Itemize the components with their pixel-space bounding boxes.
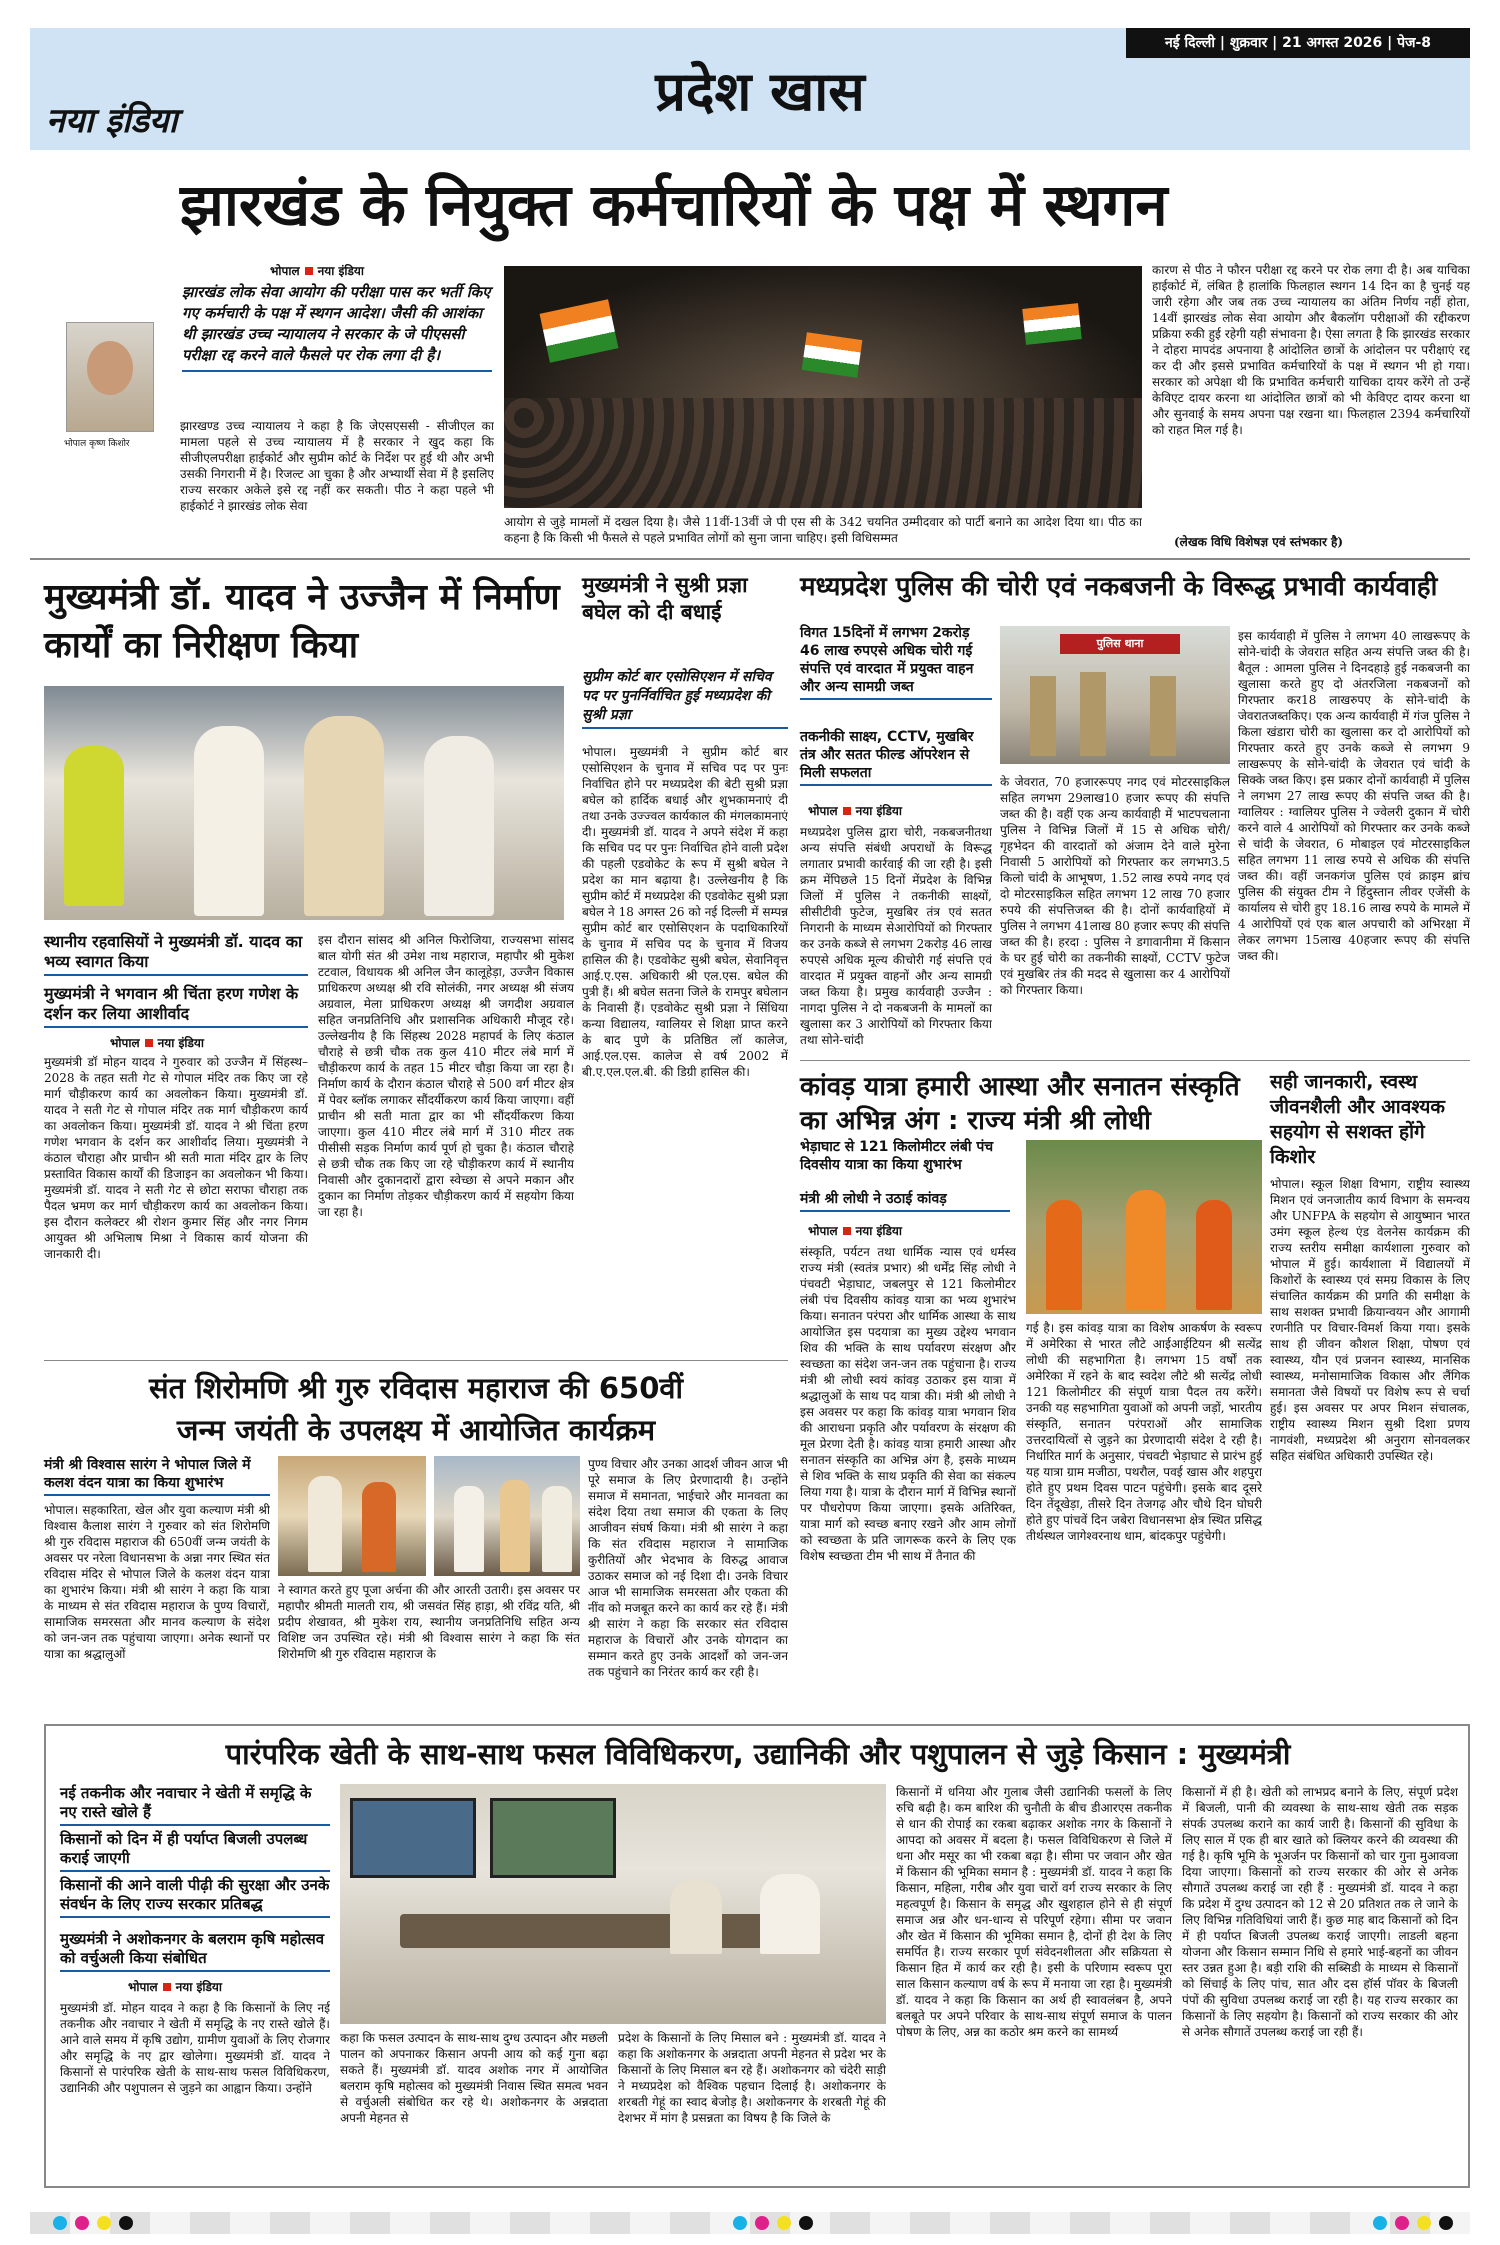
registration-strip (30, 2212, 1470, 2234)
story1-col1: झारखण्ड उच्च न्यायालय ने कहा है कि जेएसएससी - सीजीएल का मामला पहले से उच्च न्यायालय में है सरकार ने खुद कहा कि सीजीएलपरीक्षा हाईकोर्ट और सुप्रीम कोर्ट के निर्देश पर हुई थी और अभी उसकी निगरानी में है। रिजल्ट आ चुका है और अभ्यार्थी सेवा में है इसलिए राज्य सरकार अकेले इसे रद्द नहीं कर सकती। पीठ ने कहा पहले भी हाईकोर्ट ने झारखंड लोक सेवा (180, 419, 494, 513)
author-photo (66, 322, 154, 432)
story7-col2: ने स्वागत करते हुए पूजा अर्चना की और आरती उतारी। इस अवसर पर महापौर श्रीमती मालती राय, श्री जसवंत सिंह हाड़ा, श्री रविंद्र यति, श्री प्रदीप शेखावत, श्री मुकेश राय, स्थानीय जनप्रतिनिधि सहित अन्य विशिष्ट जन उपस्थित रहे। मंत्री श्री विश्वास सारंग ने कहा कि संत शिरोमणि श्री गुरु रविदास महाराज के (278, 1583, 580, 1661)
story5-sub1: भेड़ाघाट से 121 किलोमीटर लंबी पंच दिवसीय यात्रा का किया शुभारंभ (800, 1139, 994, 1173)
story8-sub1: नई तकनीक और नवाचार ने खेती में समृद्धि के नए रास्ते खोले हैं (60, 1784, 330, 1826)
story8-sub3: किसानों की आने वाली पीढ़ी की सुरक्षा और उनके संवर्धन के लिए राज्य सरकार प्रतिबद्ध (60, 1876, 330, 1918)
story8-col2: कहा कि फसल उत्पादन के साथ-साथ दुग्ध उत्पादन और मछली पालन को अपनाकर किसान अपनी आय को कई गुना बढ़ा सकते हैं। मुख्यमंत्री डॉ. यादव अशोक नगर में आयोजित बलराम कृषि महोत्सव को मुख्यमंत्री निवास स्थित समत्व भवन से वर्चुअली संबोधित कर रहे थे। अशोकनगर के अन्नदाता अपनी मेहनत से (340, 2031, 608, 2125)
registration-dot (53, 2216, 67, 2230)
registration-dot (1373, 2216, 1387, 2230)
story4-col1: मध्यप्रदेश पुलिस द्वारा चोरी, नकबजनीतथा अन्य संपत्ति संबंधी अपराधों के विरूद्ध लगातार प्रभावी कार्रवाई की जा रही है। इसी क्रम मेंपिछले 15 दिनों मेंप्रदेश के विभिन्न जिलों में पुलिस ने तकनीकी साक्ष्यों, सीसीटीवी फुटेज, मुखबिर तंत्र एवं सतत निगरानी के माध्यम सेआरोपियों को गिरफ्तार कर उनके कब्जे से लगभग 2करोड़ 46 लाख रुपएसे अधिक मूल्य कीचोरी गई संपत्ति एवं वारदात में प्रयुक्त वाहनों और अन्य सामग्री जब्त किया है। प्रमुख कार्यवाही उज्जैन : नागदा पुलिस ने दो नकबजनी के मामलों का खुलासा कर 3 आरोपियों को गिरफ्तार किया तथा सोने-चांदी (800, 825, 992, 1047)
story1-byline: भोपाल नया इंडिया (270, 264, 365, 278)
registration-dot (1395, 2216, 1409, 2230)
story4-sub1: विगत 15दिनों में लगभग 2करोड़ 46 लाख रुपएसे अधिक चोरी गई संपत्ति एवं वारदात में प्रयुक्त वाहन और अन्य सामग्री जब्त (800, 624, 992, 700)
story8-col3: प्रदेश के किसानों के लिए मिसाल बने : मुख्यमंत्री डॉ. यादव ने कहा कि अशोकनगर के अन्नदाता अपनी मेहनत से प्रदेश भर के किसानों के लिए मिसाल बन रहे हैं। अशोकनगर को चंदेरी साड़ी ने मध्यप्रदेश को वैश्विक पहचान दिलाई है। अशोकनगर के शरबती गेहूं का स्वाद बेजोड़ है। अशोकनगर के शरबती गेहूं की देशभर में मांग है प्रसन्नता का विषय है कि जिले के (618, 2031, 886, 2125)
registration-dot (733, 2216, 747, 2230)
story1-under-photo: आयोग से जुड़े मामलों में दखल दिया है। जैसे 11वीं-13वीं जे पी एस सी के 342 चयनित उम्मीदवार को पार्टी बनाने का आदेश दिया था। पीठ का कहना है कि किसी भी फैसले से पहले प्रभावित लोगों को सुना जाना चाहिए। इसी विधिसम्मत (504, 515, 1142, 545)
ravidas-photo-1 (278, 1456, 426, 1576)
story4-sub2: तकनीकी साक्ष्य, CCTV, मुखबिर तंत्र और सतत फील्ड ऑपरेशन से मिली सफलता (800, 728, 992, 786)
story8-col4: किसानों में धनिया और गुलाब जैसी उद्यानिकी फसलों के लिए रुचि बढ़ी है। कम बारिश की चुनौती के बीच डीआरएस तकनीक से धान की रोपाई का रकबा बढ़ाकर अशोक नगर के किसानों ने आपदा को अवसर में बदला है। फसल विविधिकरण से जिले में धना और मसूर का भी रकबा बढ़ा है। सीमा पर जवान और खेत में किसान की भूमिका समान है : मुख्यमंत्री डॉ. यादव ने कहा कि किसान, महिला, गरीब और युवा चारों वर्ग राज्य सरकार के लिए महत्वपूर्ण है। किसान के समृद्ध और खुशहाल होने से ही संपूर्ण समाज अन्न और धन-धान्य से परिपूर्ण रहेगा। सीमा पर जवान और खेत में किसान की भूमिका समान है, दोनों ही देश के लिए समर्पित है। राज्य सरकार पूर्ण संवेदनशीलता और सक्रियता से किसान हित में कार्य कर रही है। इसी के परिणाम स्वरूप पूरा साल किसान कल्याण वर्ष के रूप में मनाया जा रहा है। मुख्यमंत्री डॉ. यादव ने कहा कि किसान का अर्थ ही स्वावलंबन है, अपने बलबूते पर अपने परिवार के साथ-साथ संपूर्ण समाज के पालन पोषण के लिए, अन्न का कठोर श्रम करने का सामर्थ्य (896, 1785, 1172, 2039)
registration-dot (755, 2216, 769, 2230)
story7-col1: भोपाल। सहकारिता, खेल और युवा कल्याण मंत्री श्री विश्वास कैलाश सारंग ने गुरुवार को संत शिरोमणि श्री गुरु रविदास महाराज की 650वीं जन्म जयंती के अवसर पर नरेला विधानसभा के अन्ना नगर स्थित संत रविदास मंदिर से भोपाल जिले के कलश वंदन यात्रा का शुभारंभ किया। मंत्री श्री सारंग ने कहा कि यात्रा के माध्यम से संत रविदास महाराज के पुण्य विचारों, सामाजिक समरसता और मानव कल्याण के संदेश को जन-जन तक पहुंचाया जाएगा। अनेक स्थानों पर यात्रा का श्रद्धालुओं (44, 1503, 270, 1661)
story2-sub2: मुख्यमंत्री ने भगवान श्री चिंता हरण गणेश के दर्शन कर लिया आशीर्वाद (44, 984, 308, 1028)
registration-dot (777, 2216, 791, 2230)
author-caption: भोपाल कृष्ण किशोर (64, 439, 130, 449)
story2-headline: मुख्यमंत्री डॉ. यादव ने उज्जैन में निर्माण कार्यों का निरीक्षण किया (44, 577, 560, 666)
police-photo (1000, 626, 1230, 764)
story1-intro: झारखंड लोक सेवा आयोग की परीक्षा पास कर भर्ती किए गए कर्मचारी के पक्ष में स्थगन आदेश। जैसी की आशंका थी झारखंड उच्च न्यायालय ने सरकार के जे पीएससी परीक्षा रद्द करने वाले फैसले पर रोक लगा दी है। (182, 282, 492, 372)
story5-col2: गई है। इस कांवड़ यात्रा का विशेष आकर्षण के स्वरूप में अमेरिका से भारत लौटे आईआईटियन श्री सत्येंद्र लोधी की सहभागिता है। लगभग 15 वर्षों तक अमेरिका में रहने के बाद स्वदेश लौटे श्री सत्येंद्र लोधी 121 किलोमीटर की संपूर्ण यात्रा पैदल तय करेंगे। उनकी यह सहभागिता युवाओं को अपनी जड़ों, भारतीय संस्कृति, सनातन परंपराओं और सामाजिक उत्तरदायित्वों से जुड़ने का प्रेरणादायी संदेश दे रही है। निर्धारित मार्ग के अनुसार, पंचवटी भेड़ाघाट से प्रारंभ हुई यह यात्रा ग्राम मजीठा, पथरौल, पवई खास और शहपुरा होते हुए प्रथम दिवस पाटन पहुंचेगी। इसके बाद दूसरे दिन तेंदूखेड़ा, तीसरे दिन तेजगढ़ और चौथे दिन घोघरी होते हुए पांचवें दिन जबेरा विधानसभा क्षेत्र स्थित प्रसिद्ध तीर्थस्थल जागेश्वरनाथ धाम, बांदकपुर पहुंचेगी। (1026, 1321, 1262, 1543)
story1-col3: कारण से पीठ ने फौरन परीक्षा रद्द करने पर रोक लगा दी है। अब याचिका हाईकोर्ट में, लंबित है हालांकि फिलहाल स्थगन 14 दिन का है चुनई यह जारी रहेगा और जब तक उच्च न्यायालय का अंतिम निर्णय नहीं होता, 14वीं झारखंड लोक सेवा आयोग और बैकलॉग परीक्षाओं की रद्दीकरण प्रक्रिया रुकी हुई रहेगी यही संभावना है। ऐसा लगता है कि झारखंड सरकार ने दोहरा मापदंड अपनाया है आंदोलित छात्रों के आंदोलन पर परीक्षाएं रद्द कर दी और इससे प्रभावित कर्मचारियों के पक्ष में स्थगन भी हो गया। सरकार को अपेक्षा थी कि प्रभावित कर्मचारी याचिका दायर करेंगे तो उन्हें केविएट दायर करना था आंदोलित छात्रों को भी केविएट दायर करना था और सुनवाई के समय अपना पक्ष रखना था। फिलहाल 2394 कर्मचारियों को राहत मिल गई है। (1152, 263, 1470, 437)
story6-headline: सही जानकारी, स्वस्थ जीवनशैली और आवश्यक सहयोग से सशक्त होंगे किशोर (1270, 1071, 1445, 1168)
story6-body: भोपाल। स्कूल शिक्षा विभाग, राष्ट्रीय स्वास्थ्य मिशन एवं जनजातीय कार्य विभाग के समन्वय और UNFPA के सहयोग से आयुष्मान भारत उमंग स्कूल हेल्थ एंड वेलनेस कार्यक्रम की राज्य स्तरीय समीक्षा कार्यशाला गुरुवार को भोपाल में हुई। कार्यशाला में विद्यालयों में किशोरों के स्वास्थ्य एवं समग्र विकास के लिए संचालित कार्यक्रम की प्रगति की समीक्षा के साथ सशक्त प्रभावी क्रियान्वयन और आगामी रणनीति पर विचार-विमर्श किया गया। इसके साथ ही जीवन कौशल शिक्षा, पोषण एवं स्वास्थ्य, यौन एवं प्रजनन स्वास्थ्य, मानसिक स्वास्थ्य, मनोसामाजिक विकास और लैंगिक समानता जैसे विषयों पर विशेष रूप से चर्चा हुई। इस अवसर पर अपर मिशन संचालक, राष्ट्रीय स्वास्थ्य मिशन सुश्री दिशा प्रणय नागवंशी, मध्यप्रदेश श्री अनुराग सोनवलकर सहित संबंधित अधिकारी उपस्थित रहे। (1270, 1177, 1470, 1463)
story7-headline-line1: संत शिरोमणि श्री गुरु रविदास महाराज की 650वीं (148, 1371, 684, 1405)
story7-col3: पुण्य विचार और उनका आदर्श जीवन आज भी पूरे समाज के लिए प्रेरणादायी है। उन्होंने समाज में समानता, भाईचारे और मानवता का संदेश दिया तथा समाज की एकता के लिए आजीवन संघर्ष किया। मंत्री श्री सारंग ने कहा कि संत रविदास महाराज ने सामाजिक कुरीतियों और भेदभाव के विरुद्ध आवाज उठाकर समाज को नई दिशा दी। उनके विचार आज भी सामाजिक समरसता और एकता की नींव को मजबूत करने का कार्य कर रहे हैं। मंत्री श्री सारंग ने कहा कि सरकार संत रविदास महाराज के विचारों और उनके योगदान का सम्मान करते हुए उनके आदर्शों को जन-जन तक पहुंचाने का निरंतर कार्य कर रही है। (588, 1457, 788, 1679)
story2-col1: मुख्यमंत्री डॉ मोहन यादव ने गुरुवार को उज्जैन में सिंहस्थ–2028 के तहत सती गेट से गोपाल मंदिर तक किए जा रहे मार्ग चौड़ीकरण कार्य का अवलोकन किया। मुख्यमंत्री डॉ. यादव ने सती गेट से गोपाल मंदिर तक मार्ग चौड़ीकरण कार्य का अवलोकन किया। मुख्यमंत्री डॉ. यादव ने श्री चिंता हरण गणेश भगवान के दर्शन कर आशीर्वाद लिया। मुख्यमंत्री ने कंठाल चौराहा और प्राचीन श्री सती माता मंदिर द्वार के लिए प्रस्तावित विकास कार्यों की डिजाइन का अवलोकन भी किया। मुख्यमंत्री डॉ. यादव ने सती गेट से छोटा सराफा चौराहा तक पैदल भ्रमण कर मार्ग चौड़ीकरण कार्य का अवलोकन किया। इस दौरान कलेक्टर श्री रोशन कुमार सिंह और नगर निगम आयुक्त श्री अभिलाष मिश्रा ने विकास कार्य योजना की जानकारी दी। (44, 1055, 308, 1261)
police-station-sign: पुलिस थाना (1060, 634, 1180, 654)
story4-byline: भोपाल नया इंडिया (808, 804, 903, 818)
story8-col5: किसानों में ही है। खेती को लाभप्रद बनाने के लिए, संपूर्ण प्रदेश में बिजली, पानी की व्यवस्था के साथ-साथ खेती तक सड़क संपर्क उपलब्ध कराने का कार्य जारी है। किसानों की सुविधा के लिए साल में एक ही बार खाते को क्लियर करने की व्यवस्था की गई है। कृषि भूमि के भूअर्जन पर किसानों को चार गुना मुआवजा दिया जाएगा। किसानों को राज्य सरकार की ओर से अनेक सौगातें उपलब्ध कराई जा रही हैं : मुख्यमंत्री डॉ. यादव ने कहा कि प्रदेश में दुग्ध उत्पादन को 12 से 20 प्रतिशत तक ले जाने के लिए विभिन्न गतिविधियां जारी हैं। कुछ माह बाद किसानों को दिन में ही पर्याप्त बिजली उपलब्ध कराई जाएगी। लाडली बहना योजना और किसान सम्मान निधि से हमारे भाई-बहनों का जीवन स्तर उन्नत हुआ है। बड़ी राशि की सब्सिडी के माध्यम से किसानों को सिंचाई के लिए पांच, सात और दस हॉर्स पॉवर के बिजली पंपों की सुविधा उपलब्ध कराई जा रही है। यह राज्य सरकार का किसानों के लिए सहयोग है। किसानों को राज्य सरकार की ओर से अनेक सौगातें उपलब्ध कराई जा रही हैं। (1182, 1785, 1458, 2039)
story8-col1: मुख्यमंत्री डॉ. मोहन यादव ने कहा है कि किसानों के लिए नई तकनीक और नवाचार ने खेती में समृद्धि के नए रास्ते खोले हैं। आने वाले समय में कृषि उद्योग, ग्रामीण युवाओं के लिए रोजगार और समृद्धि के नए द्वार खोलेगा। मुख्यमंत्री डॉ. यादव ने किसानों से पारंपरिक खेती के साथ-साथ फसल विविधिकरण, उद्यानिकी और पशुपालन से जुड़ने का आह्वान किया। उन्होंने (60, 2001, 330, 2095)
story5-headline: कांवड़ यात्रा हमारी आस्था और सनातन संस्कृति का अभिन्न अंग : राज्य मंत्री श्री लोधी (800, 1072, 1240, 1136)
story3-headline: मुख्यमंत्री ने सुश्री प्रज्ञा बघेल को दी बधाई (582, 573, 748, 624)
registration-dot (97, 2216, 111, 2230)
section-title: प्रदेश खास (655, 60, 865, 123)
meeting-photo (340, 1784, 886, 2024)
story7-headline-line2: जन्म जयंती के उपलक्ष्य में आयोजित कार्यक्रम (176, 1413, 656, 1447)
story4-col2: के जेवरात, 70 हजाररूपए नगद एवं मोटरसाइकिल सहित लगभग 29लाख10 हजार रूपए की संपत्ति जब्त की है। वहीं एक अन्य कार्यवाही में भाटपचलाना पुलिस ने विभिन्न जिलों में 15 से अधिक चोरी/गृहभेदन की वारदातों को अंजाम देने वाले मुरेना निवासी 5 आरोपियों को गिरफ्तार कर लगभग3.5 किलो चांदी के आभूषण, 1.52 लाख रुपये नगद एवं दो मोटरसाइकिल सहित लगभग 12 लाख 70 हजार रुपये की संपत्तिजब्त की है। दोनों कार्यवाहियों में पुलिस ने लगभग 41लाख 80 हजार रूपए की संपत्ति जब्त की है। हरदा : पुलिस ने डगावानीमा में किसान के घर हुई चोरी का तकनीकी साक्ष्यों, CCTV फुटेज एवं मुखबिर तंत्र की मदद से खुलासा कर 4 आरोपियों को गिरफ्तार किया। (1000, 775, 1230, 997)
story8-byline: भोपाल नया इंडिया (128, 1980, 223, 1994)
registration-dot (1417, 2216, 1431, 2230)
story5-col1: संस्कृति, पर्यटन तथा धार्मिक न्यास एवं धर्मस्व राज्य मंत्री (स्वतंत्र प्रभार) श्री धर्मेंद्र सिंह लोधी ने पंचवटी भेड़ाघाट, जबलपुर से 121 किलोमीटर लंबी पंच दिवसीय कांवड़ यात्रा का भव्य शुभारंभ किया। सनातन परंपरा और धार्मिक आस्था के साथ आयोजित इस पदयात्रा का मुख्य उद्देश्य भगवान शिव की भक्ति के साथ पर्यावरण संरक्षण और स्वच्छता का संदेश जन-जन तक पहुंचाना है। राज्य मंत्री श्री लोधी स्वयं कांवड़ उठाकर इस यात्रा में श्रद्धालुओं के साथ पद यात्रा की। मंत्री श्री लोधी ने इस अवसर पर कहा कि कांवड़ यात्रा भगवान शिव की आराधना प्रकृति और पर्यावरण के संरक्षण की मूल प्रेरणा देती है। कांवड़ यात्रा हमारी आस्था और सनातन संस्कृति का अभिन्न अंग है, इसके माध्यम से शिव भक्ति के साथ प्रकृति की सेवा का संकल्प लिया गया है। यात्रा के दौरान मार्ग में विभिन्न स्थानों पर पौधरोपण किया जाएगा। इसके अतिरिक्त, यात्रा मार्ग को स्वच्छ बनाए रखने और आम लोगों को स्वच्छता के प्रति जागरूक करने के लिए एक विशेष स्वच्छता टीम भी साथ में तैनात की (800, 1245, 1016, 1563)
divider (800, 1060, 1470, 1061)
registration-dot (119, 2216, 133, 2230)
registration-dot (75, 2216, 89, 2230)
story8-sub4: मुख्यमंत्री ने अशोकनगर के बलराम कृषि महोत्सव को वर्चुअली किया संबोधित (60, 1930, 330, 1972)
story2-col2: इस दौरान सांसद श्री अनिल फिरोजिया, राज्यसभा सांसद बाल योगी संत श्री उमेश नाथ महाराज, महापौर श्री मुकेश टटवाल, विधायक श्री अनिल जैन कालूहेड़ा, उज्जैन विकास प्राधिकरण अध्यक्ष श्री रवि सोलंकी, नगर अध्यक्ष श्री संजय अग्रवाल, मेला प्राधिकरण अध्यक्ष श्री जगदीश अग्रवाल सहित जनप्रतिनिधि और प्रशासनिक अधिकारी मौजूद रहे। उल्लेखनीय है कि सिंहस्थ 2028 महापर्व के लिए कंठाल चौराहे से छत्री चौक तक कुल 410 मीटर लंबे मार्ग में चौड़ीकरण कार्य के तहत 15 मीटर चौड़ा किया जा रहा है। निर्माण कार्य के दौरान कंठाल चौराहे से 500 वर्ग मीटर क्षेत्र में पेवर ब्लॉक लगाकर सौंदर्यीकरण कार्य किया जाएगा। वहीं प्राचीन श्री सती माता द्वार का भी सौंदर्यीकरण किया जाएगा। कुल 410 मीटर लंबे मार्ग में 310 मीटर तक पीसीसी सड़क निर्माण कार्य पूर्ण हो चुका है। कंठाल चौराहे से छत्री चौक तक किए जा रहे चौड़ीकरण कार्य में स्थानीय निवासी और दुकानदारों द्वारा स्वेच्छा से अपने मकान और दुकान का निर्माण तोड़कर चौड़ीकरण कार्य में सहयोग किया जा रहा है। (318, 933, 574, 1219)
ujjain-photo (44, 686, 564, 920)
divider (30, 558, 1470, 560)
registration-dot (799, 2216, 813, 2230)
divider (44, 1360, 788, 1361)
newspaper-logo: नया इंडिया (46, 101, 178, 141)
story1-author-note: (लेखक विधि विशेषज्ञ एवं स्तंभकार है) (1174, 535, 1344, 549)
story3-sub: सुप्रीम कोर्ट बार एसोसिएशन में सचिव पद पर पुनर्निर्वाचित हुई मध्यप्रदेश की सुश्री प्रज्ञा (582, 668, 788, 729)
registration-dot (1439, 2216, 1453, 2230)
story2-sub1: स्थानीय रहवासियों ने मुख्यमंत्री डॉ. यादव का भव्य स्वागत किया (44, 932, 308, 976)
story2-byline: भोपाल नया इंडिया (110, 1036, 205, 1050)
story4-headline: मध्यप्रदेश पुलिस की चोरी एवं नकबजनी के विरूद्ध प्रभावी कार्यवाही (800, 572, 1438, 602)
protest-photo (504, 266, 1142, 508)
story7-sub: मंत्री श्री विश्वास सारंग ने भोपाल जिले में कलश वंदन यात्रा का किया शुभारंभ (44, 1456, 270, 1496)
story5-byline: भोपाल नया इंडिया (808, 1224, 903, 1238)
story3-body: भोपाल। मुख्यमंत्री ने सुप्रीम कोर्ट बार एसोसिएशन के चुनाव में सचिव पद पर पुनः निर्वाचित होने पर मध्यप्रदेश की बेटी सुश्री प्रज्ञा बघेल को हार्दिक बधाई और शुभकामनाएं दी तथा उनके उज्ज्वल कार्यकाल की मंगलकामनाएं दी। मुख्यमंत्री डॉ. यादव ने अपने संदेश में कहा कि सचिव पद पर पुनः निर्वाचित होने वाली प्रदेश की पहली एडवोकेट के रूप में सुश्री बघेल ने प्रदेश का मान बढ़ाया है। उल्लेखनीय है कि सुप्रीम कोर्ट में मध्यप्रदेश की एडवोकेट सुश्री प्रज्ञा बघेल ने 18 अगस्त 26 को नई दिल्ली में सम्पन्न सुप्रीम कोर्ट बार एसोसिएशन के पदाधिकारियों के चुनाव में सचिव पद के चुनाव में विजय हासिल की है। एडवोकेट सुश्री बघेल, सेवानिवृत्त आई.ए.एस. अधिकारी श्री एल.एस. बघेल की पुत्री हैं। श्री बघेल सतना जिले के रामपुर बघेलान के निवासी हैं। एडवोकेट सुश्री प्रज्ञा ने सिंधिया कन्या विद्यालय, ग्वालियर से शिक्षा प्राप्त करने के बाद पुणे के प्रतिष्ठित लॉ कालेज, आई.एल.एस. कालेज से वर्ष 2002 में बी.ए.एल.एल.बी. की डिग्री हासिल की। (582, 745, 788, 1079)
kanwar-photo (1026, 1140, 1262, 1314)
date-strip: नई दिल्ली | शुक्रवार | 21 अगस्त 2026 | पेज-8 (1126, 28, 1470, 58)
story8-sub2: किसानों को दिन में ही पर्याप्त बिजली उपलब्ध कराई जाएगी (60, 1830, 330, 1872)
story4-col3: इस कार्यवाही में पुलिस ने लगभग 40 लाखरूपए के सोने-चांदी के जेवरात सहित अन्य संपत्ति जब्त की है। बैतूल : आमला पुलिस ने दिनदहाड़े हुई नकबजनी का खुलासा करते हुए दो अंतरजिला नकबजनों को गिरफ्तार कर18 लाखरुपए के सोने-चांदी के जेवरातजब्तकिए। एक अन्य कार्यवाही में गंज पुलिस ने किला खंडारा चोरी का खुलासा कर दो आरोपियों को गिरफ्तार करते हुए उनके कब्जे से लगभग 9 लाखरूपए के सोने-चांदी के जेवरात एवं चांदी के सिक्के जब्त किए। इस प्रकार दोनों कार्यवाही में पुलिस ने लगभग 27 लाख रूपए की संपत्ति जब्त की है। ग्वालियर : ग्वालियर पुलिस ने ज्वेलरी दुकान में चोरी करने वाले 4 आरोपियों को गिरफ्तार कर उनके कब्जे से चांदी के जेवरात, 6 मोबाइल एवं मोटरसाइकिल सहित लगभग 11 लाख रुपये से अधिक की संपत्ति जब्त की। वहीं जनकगंज पुलिस एवं क्राइम ब्रांच पुलिस की संयुक्त टीम ने हिंदुस्तान लीवर एजेंसी के कार्यालय से चोरी हुए 18.16 लाख रुपये के मामले में 4 आरोपियों एवं एक बाल अपचारी को अभिरक्षा में लेकर लगभग 15लाख 40हजार रूपए की संपत्ति जब्त की। (1238, 629, 1470, 963)
story8-headline: पारंपरिक खेती के साथ-साथ फसल विविधिकरण, उद्यानिकी और पशुपालन से जुड़े किसान : मुख्यमंत्री (225, 1737, 1291, 1771)
story5-sub2: मंत्री श्री लोधी ने उठाई कांवड़ (800, 1190, 1010, 1212)
ravidas-photo-2 (434, 1456, 580, 1576)
story1-headline: झारखंड के नियुक्त कर्मचारियों के पक्ष में स्थगन (180, 171, 1168, 239)
